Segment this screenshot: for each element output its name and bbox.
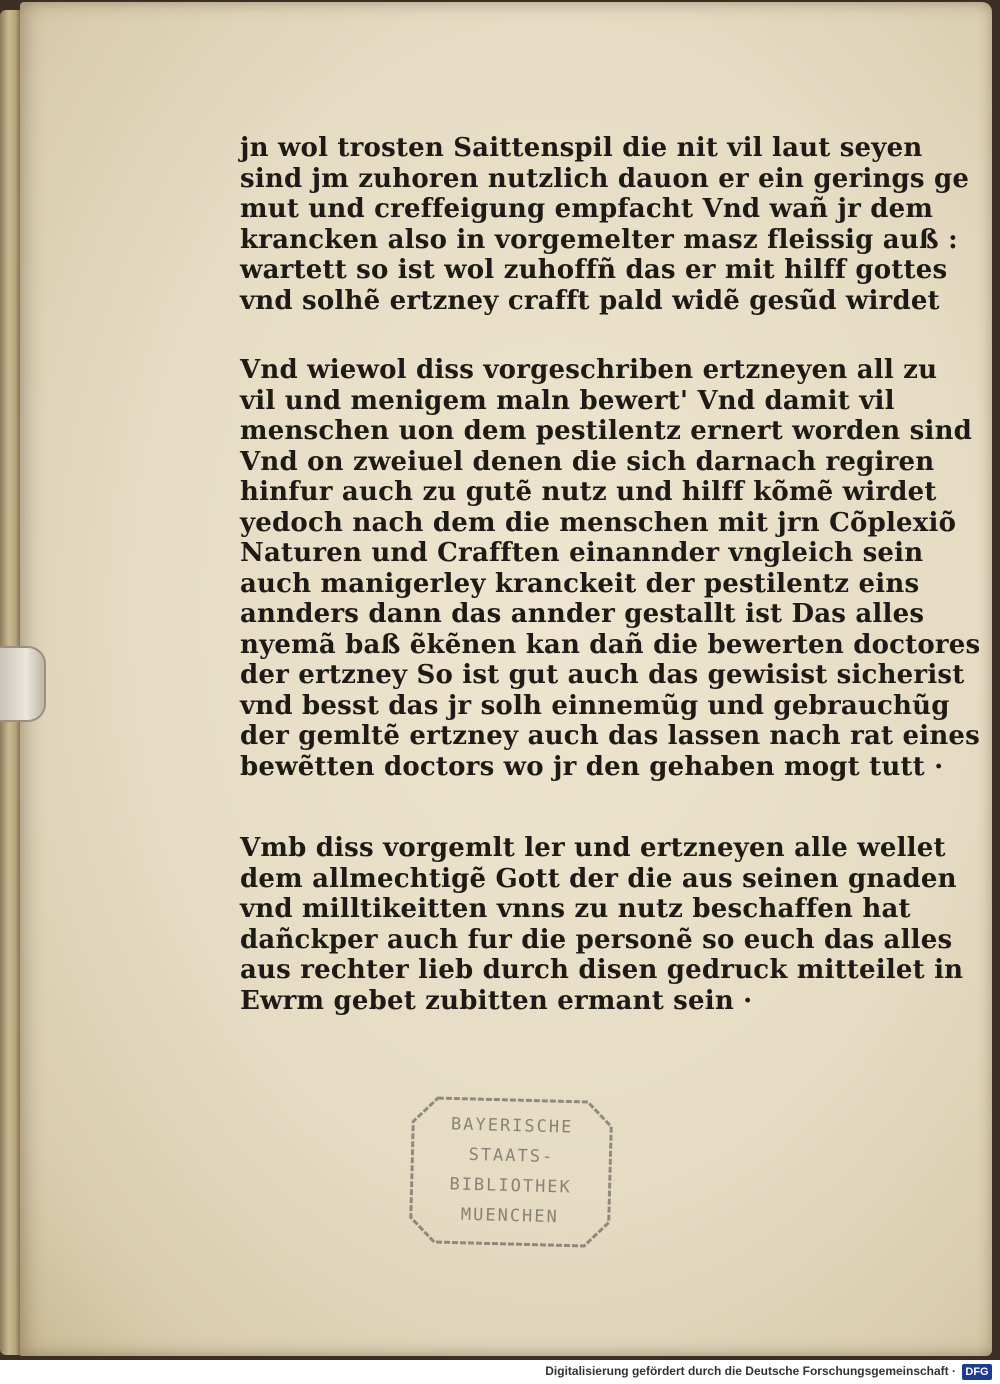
text-line: aus rechter lieb durch disen gedruck mitteilet in	[240, 955, 964, 985]
text-line: mut und creffeigung empfacht Vnd wañ jr dem	[240, 194, 934, 224]
text-line: sind jm zuhoren nutzlich dauon er ein gerings ge	[240, 163, 970, 194]
stamp-line: STAATS-	[468, 1144, 555, 1168]
text-line: der ertzney So ist gut auch das gewisist sicherist	[240, 660, 965, 690]
funding-credit: Digitalisierung gefördert durch die Deutsche Forschungsgemeinschaft ·	[545, 1364, 956, 1378]
paragraph-3	[240, 833, 964, 1016]
text-line: der gemltẽ ertzney auch das lassen nach rat eines	[240, 721, 980, 751]
text-line: auch manigerley kranckeit der pestilentz eins	[240, 568, 920, 599]
text-line: hinfur auch zu gutẽ nutz und hilff kõmẽ wirdet	[240, 477, 937, 507]
text-line: wartett so ist wol zuhoffñ das er mit hilff gottes	[240, 255, 948, 285]
paragraph-1	[240, 133, 970, 316]
library-stamp	[406, 1093, 616, 1250]
stamp-line: BAYERISCHE	[450, 1114, 574, 1138]
text-line: bewẽtten doctors wo jr den gehaben mogt tutt ·	[240, 751, 944, 782]
text-line: annders dann das annder gestallt ist Das alles	[240, 599, 925, 629]
text-line: jn wol trosten Saittenspil die nit vil laut seyen	[240, 133, 923, 163]
text-line: vnd milltikeitten vnns zu nutz beschaffen hat	[240, 894, 911, 924]
book-clasp	[0, 646, 46, 722]
text-line: Ewrm gebet zubitten ermant sein ·	[240, 985, 753, 1016]
text-line: Vnd wiewol diss vorgeschriben ertzneyen all zu	[240, 355, 938, 385]
stamp-line: MUENCHEN	[460, 1204, 560, 1228]
text-line: menschen uon dem pestilentz ernert worden sind	[240, 416, 973, 446]
footer-bar	[0, 1360, 1000, 1384]
stamp-line: BIBLIOTHEK	[449, 1174, 573, 1198]
paragraph-2	[240, 355, 981, 782]
text-line: yedoch nach dem die menschen mit jrn Cõplexiõ	[240, 507, 957, 538]
text-line: Naturen und Crafften einannder vngleich sein	[240, 538, 924, 568]
text-line: Vmb diss vorgemlt ler und ertzneyen alle wellet	[240, 833, 946, 863]
text-line: vnd solhẽ ertzney crafft pald widẽ gesũd wirdet	[240, 285, 940, 316]
text-line: vnd besst das jr solh einnemũg und gebrauchũg	[240, 690, 950, 721]
text-line: dañckper auch fur die personẽ so euch das alles	[240, 924, 953, 955]
text-line: dem allmechtigẽ Gott der die aus seinen gnaden	[240, 863, 957, 894]
text-line: nyemã baß ẽkẽnen kan dañ die bewerten doctores	[240, 629, 981, 660]
text-line: vil und menigem maln bewert' Vnd damit vil	[240, 385, 895, 416]
text-line: Vnd on zweiuel denen die sich darnach regiren	[240, 446, 935, 477]
dfg-logo-icon: DFG	[962, 1364, 992, 1380]
text-line: krancken also in vorgemelter masz fleissig auß :	[240, 224, 958, 255]
